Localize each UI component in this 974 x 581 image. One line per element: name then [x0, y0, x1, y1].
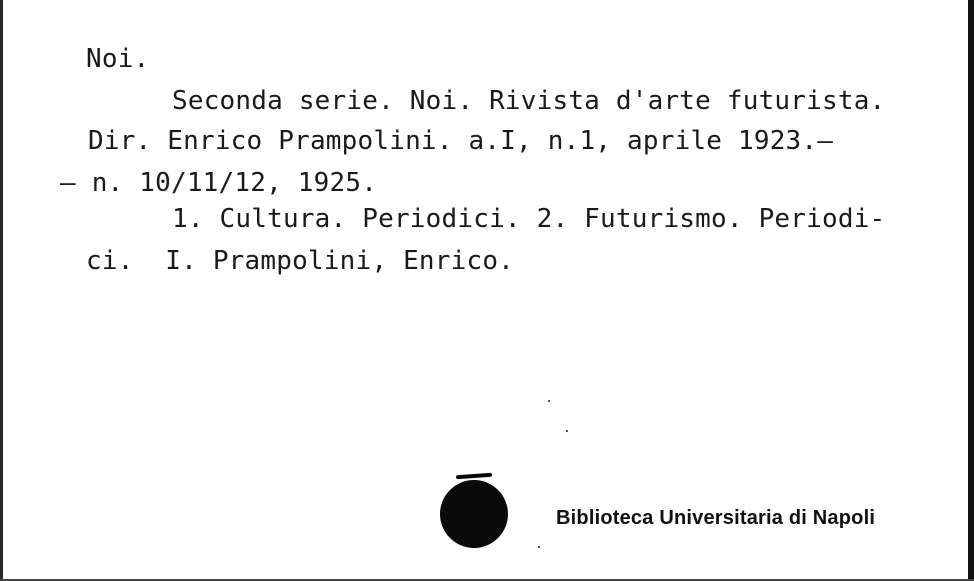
card-subjects-line: 1. Cultura. Periodici. 2. Futurismo. Periodi- — [172, 204, 886, 234]
card-heading: Noi. — [86, 44, 150, 74]
card-right-edge — [968, 0, 974, 581]
paper-speck — [538, 546, 540, 548]
library-seal-icon — [440, 480, 508, 548]
card-director-line: Dir. Enrico Prampolini. a.I, n.1, aprile 1923.— — [88, 126, 834, 156]
card-left-edge — [0, 0, 3, 581]
paper-speck — [548, 400, 550, 402]
card-subjects-continuation: ci. I. Prampolini, Enrico. — [86, 246, 515, 276]
card-title-line: Seconda serie. Noi. Rivista d'arte futurista. — [172, 86, 886, 116]
card-issue-line: – n. 10/11/12, 1925. — [60, 168, 378, 198]
paper-speck — [566, 430, 568, 432]
library-stamp: Biblioteca Universitaria di Napoli — [556, 507, 876, 529]
